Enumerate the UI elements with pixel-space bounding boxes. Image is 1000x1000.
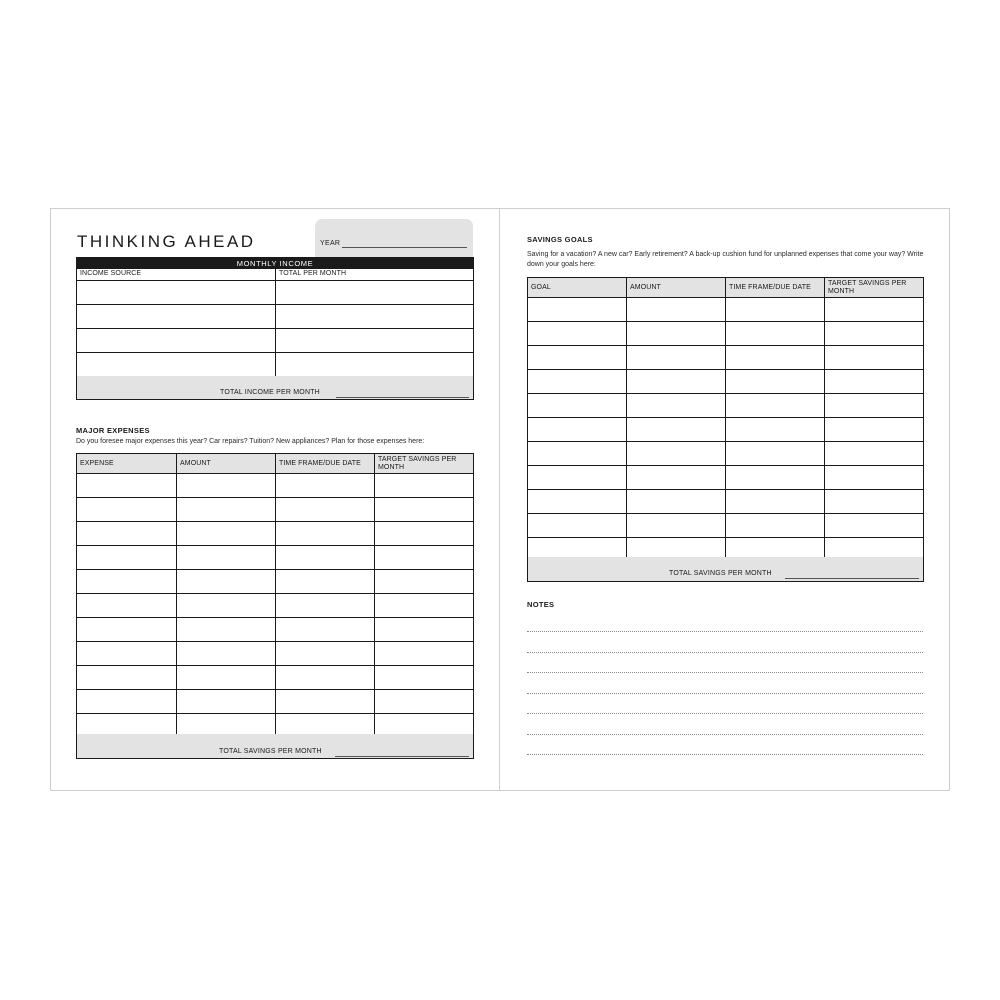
total-income-label: TOTAL INCOME PER MONTH xyxy=(220,389,320,396)
column-divider xyxy=(824,298,825,562)
column-header-target-savings: TARGET SAVINGS PER MONTH xyxy=(825,278,923,298)
column-header-time-frame: TIME FRAME/DUE DATE xyxy=(276,454,375,474)
total-savings-label: TOTAL SAVINGS PER MONTH xyxy=(219,748,322,755)
column-header-target-savings: TARGET SAVINGS PER MONTH xyxy=(375,454,473,474)
total-savings-field[interactable] xyxy=(335,756,469,757)
column-divider xyxy=(275,281,276,377)
column-header-goal: GOAL xyxy=(528,278,627,298)
notes-line[interactable] xyxy=(527,693,923,694)
column-header-total-per-month: TOTAL PER MONTH xyxy=(276,269,473,281)
notes-line[interactable] xyxy=(527,713,923,714)
total-savings-field[interactable] xyxy=(785,578,919,579)
income-total-bar xyxy=(77,376,473,399)
column-divider xyxy=(725,298,726,562)
notes-line[interactable] xyxy=(527,672,923,673)
total-income-field[interactable] xyxy=(336,397,469,398)
year-field[interactable] xyxy=(342,247,467,248)
column-header-amount: AMOUNT xyxy=(627,278,726,298)
major-expenses-title: MAJOR EXPENSES xyxy=(76,426,150,435)
savings-goals-title: SAVINGS GOALS xyxy=(527,235,593,244)
notes-line[interactable] xyxy=(527,754,923,755)
column-divider xyxy=(626,298,627,562)
year-box xyxy=(315,219,473,257)
major-expenses-description: Do you foresee major expenses this year? Car repairs? Tuition? New appliances? Plan for those expenses here: xyxy=(76,438,425,445)
page-gutter xyxy=(499,208,500,791)
total-savings-label: TOTAL SAVINGS PER MONTH xyxy=(669,570,772,577)
year-label: YEAR xyxy=(320,240,341,247)
savings-goals-description: Saving for a vacation? A new car? Early retirement? A back-up cushion fund for unplanned expenses that come your way? Write down your goals here: xyxy=(527,251,924,268)
expenses-total-bar xyxy=(77,734,473,758)
column-header-amount: AMOUNT xyxy=(177,454,276,474)
goals-total-bar xyxy=(528,557,923,581)
notes-title: NOTES xyxy=(527,600,555,609)
column-divider xyxy=(176,474,177,738)
major-expenses-table xyxy=(76,453,474,759)
column-divider xyxy=(275,474,276,738)
column-header-expense: EXPENSE xyxy=(77,454,177,474)
column-divider xyxy=(374,474,375,738)
monthly-income-table xyxy=(76,257,474,400)
column-header-time-frame: TIME FRAME/DUE DATE xyxy=(726,278,825,298)
savings-goals-table xyxy=(527,277,924,582)
column-header-income-source: INCOME SOURCE xyxy=(77,269,276,281)
notes-line[interactable] xyxy=(527,734,923,735)
monthly-income-header: MONTHLY INCOME xyxy=(77,258,473,269)
notes-line[interactable] xyxy=(527,652,923,653)
notes-line[interactable] xyxy=(527,631,923,632)
page-title: THINKING AHEAD xyxy=(77,232,256,251)
